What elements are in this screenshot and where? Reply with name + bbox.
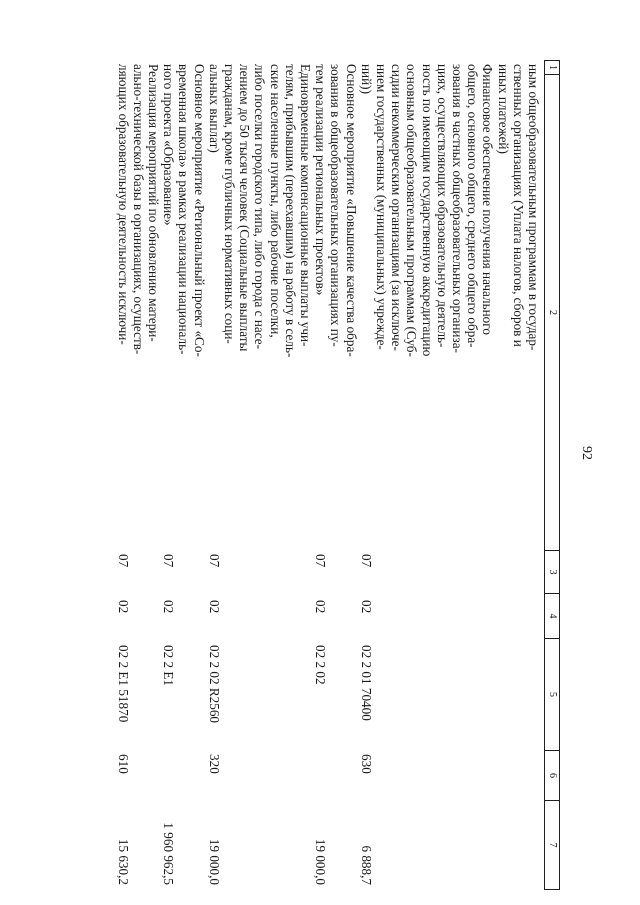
row-name-line: ственных организациях (Уплата налогов, сборов и (510, 64, 526, 347)
header-col-6: 6 (545, 750, 559, 800)
budget-table-page (60, 60, 560, 890)
row-name-line: лением до 50 тысяч человек (Социальные выплаты (237, 64, 253, 352)
cell-c4: 02 (161, 600, 177, 614)
cell-c3: 07 (206, 554, 222, 568)
row-name-line: тем реализации региональных проектов» (313, 64, 329, 296)
cell-c5: 02 2 01 70400 (358, 645, 374, 721)
header-col-5: 5 (545, 638, 559, 750)
page-number: 92 (579, 446, 594, 460)
row-name (161, 64, 207, 549)
cell-c4: 02 (206, 600, 222, 614)
cell-c6: 630 (358, 754, 374, 774)
cell-c5: 02 2 02 R2560 (206, 645, 222, 724)
header-col-4: 4 (545, 593, 559, 638)
row-name-line: зования в общеобразовательных организациях пу- (328, 64, 344, 347)
header-col-3: 3 (545, 550, 559, 593)
row-name-line: ний)) (358, 64, 374, 94)
row-name-line: гражданам, кроме публичных нормативных соци- (221, 64, 237, 344)
row-name-line: иных платежей) (495, 64, 511, 154)
row-name-line: Финансовое обеспечение получения начального (480, 64, 496, 335)
table-header (544, 60, 560, 890)
cell-c4: 02 (313, 600, 329, 614)
row-name (207, 64, 313, 549)
cell-c3: 07 (115, 554, 131, 568)
row-name-line: циях, осуществляющих образовательную деятель- (434, 64, 450, 348)
row-name-line: нием государственных (муниципальных) учрежде- (373, 64, 389, 350)
cell-c6: 320 (206, 754, 222, 774)
row-name-line: Единовременные компенсационные выплаты учи- (298, 64, 313, 347)
cell-c7: 15 630,2 (115, 838, 131, 885)
row-name (313, 64, 359, 549)
row-name-line: общего, основного общего, среднего общего обра- (465, 64, 481, 348)
header-col-7: 7 (545, 800, 559, 890)
cell-c7: 1 960 962,5 (161, 822, 177, 885)
row-name-line: телям, прибывшим (переехавшим) на работу в сель- (282, 64, 298, 358)
row-name-line: ально-технической базы в организациях, осуществ- (130, 64, 146, 355)
cell-c4: 02 (358, 600, 374, 614)
row-name-line: ного проекта «Образование» (161, 64, 177, 226)
row-name-line: зования в частных общеобразовательных организа- (450, 64, 465, 353)
header-col-1: 1 (545, 60, 559, 74)
row-name-line: ным общеобразовательным программам в государ- (526, 64, 541, 351)
cell-c5: 02 2 02 (313, 645, 329, 685)
budget-table (60, 60, 560, 890)
cell-c3: 07 (161, 554, 177, 568)
row-name-line: ские населенные пункты, либо рабочие поселки, (267, 64, 283, 338)
row-name-line: либо поселки городского типа, либо города с насе- (252, 64, 268, 349)
cell-c7: 19 000,0 (206, 838, 222, 885)
row-name-line: временная школа» в рамках реализации националь- (176, 64, 192, 355)
cell-c5: 02 2 E1 51870 (115, 645, 131, 723)
cell-c3: 07 (358, 554, 374, 568)
row-name-line: Основное мероприятие «Региональный проект «Со- (191, 64, 207, 357)
row-name (359, 64, 496, 549)
cell-c4: 02 (115, 600, 131, 614)
row-name-line: альных выплат) (206, 64, 222, 153)
row-name-line: ляющих образовательную деятельность исключи- (115, 64, 131, 345)
row-name-line: сидии некоммерческим организациям (за исключе- (389, 64, 405, 351)
cell-c7: 19 000,0 (313, 838, 329, 885)
row-name-line: Реализация мероприятий по обновлению матери- (146, 64, 161, 342)
row-name (495, 64, 541, 549)
row-name-line: основным общеобразовательным программам (Суб- (404, 64, 420, 357)
header-col-2: 2 (545, 74, 559, 550)
cell-c5: 02 2 E1 (161, 645, 177, 687)
row-name-line: ность по имеющим государственную аккредитацию (419, 64, 435, 357)
cell-c7: 6 888,7 (358, 845, 374, 885)
row-name-line: Основное мероприятие «Повышение качества обра- (343, 64, 359, 357)
cell-c6: 610 (115, 754, 131, 774)
row-name (115, 64, 161, 549)
cell-c3: 07 (313, 554, 329, 568)
